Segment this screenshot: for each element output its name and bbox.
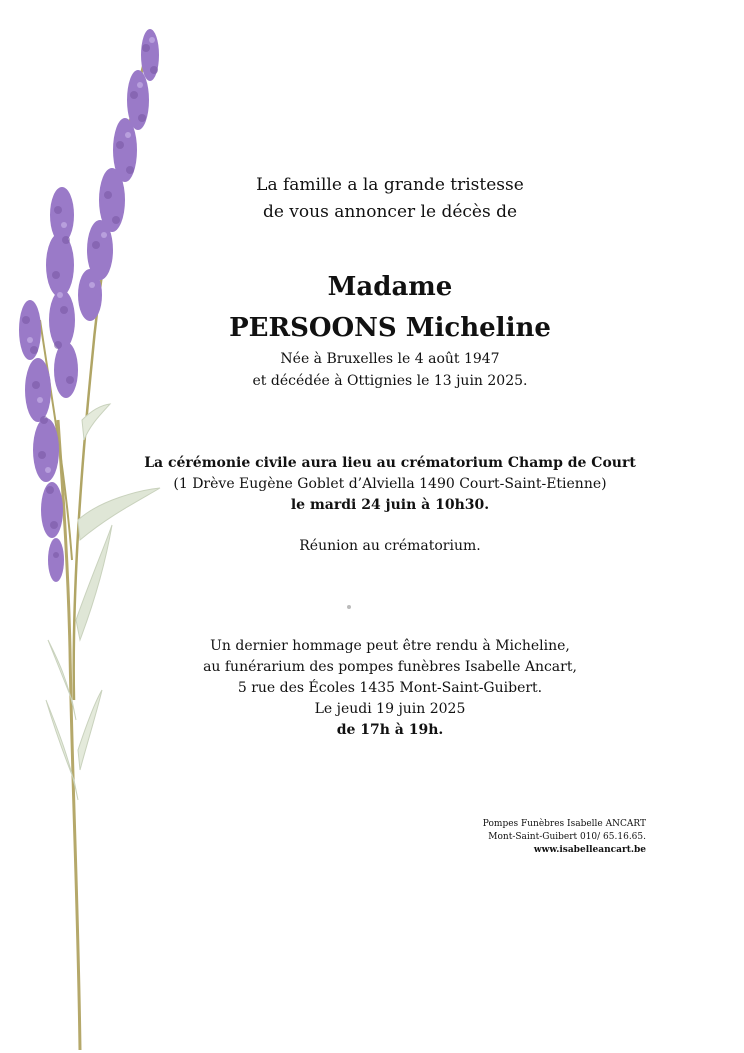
deceased-dates (130, 348, 650, 392)
hommage-hours: de 17h à 19h. (336, 722, 444, 738)
footer-phone: Mont-Saint-Guibert 010/ 65.16.65. (488, 832, 646, 842)
ceremony-line-1: La cérémonie civile aura lieu au crématorium Champ de Court (144, 455, 636, 471)
lavender-illustration (0, 0, 200, 1053)
hommage-line-2: au funérarium des pompes funèbres Isabelle Ancart, (203, 659, 577, 675)
reunion-note: Réunion au crématorium. (299, 538, 481, 554)
hommage-info (130, 636, 650, 741)
intro-line-2: de vous annoncer le décès de (262, 202, 518, 222)
funeral-home-footer (483, 818, 646, 857)
death-line: et décédée à Ottignies le 13 juin 2025. (252, 373, 528, 389)
hommage-date: Le jeudi 19 juin 2025 (314, 701, 466, 717)
footer-website[interactable]: www.isabelleancart.be (533, 845, 646, 855)
birth-line: Née à Bruxelles le 4 août 1947 (280, 351, 500, 367)
intro-text (130, 172, 650, 226)
hommage-line-1: Un dernier hommage peut être rendu à Micheline, (210, 638, 570, 654)
hommage-address: 5 rue des Écoles 1435 Mont-Saint-Guibert. (237, 680, 543, 696)
footer-company: Pompes Funèbres Isabelle ANCART (482, 819, 646, 829)
deceased-name: PERSOONS Micheline (229, 313, 551, 343)
ceremony-datetime: le mardi 24 juin à 10h30. (290, 497, 490, 513)
intro-line-1: La famille a la grande tristesse (256, 175, 524, 195)
separator-dot (347, 605, 351, 609)
deceased-title: Madame (327, 272, 453, 302)
ceremony-address: (1 Drève Eugène Goblet d’Alviella 1490 Court-Saint-Etienne) (173, 476, 607, 492)
ceremony-info (130, 453, 650, 516)
